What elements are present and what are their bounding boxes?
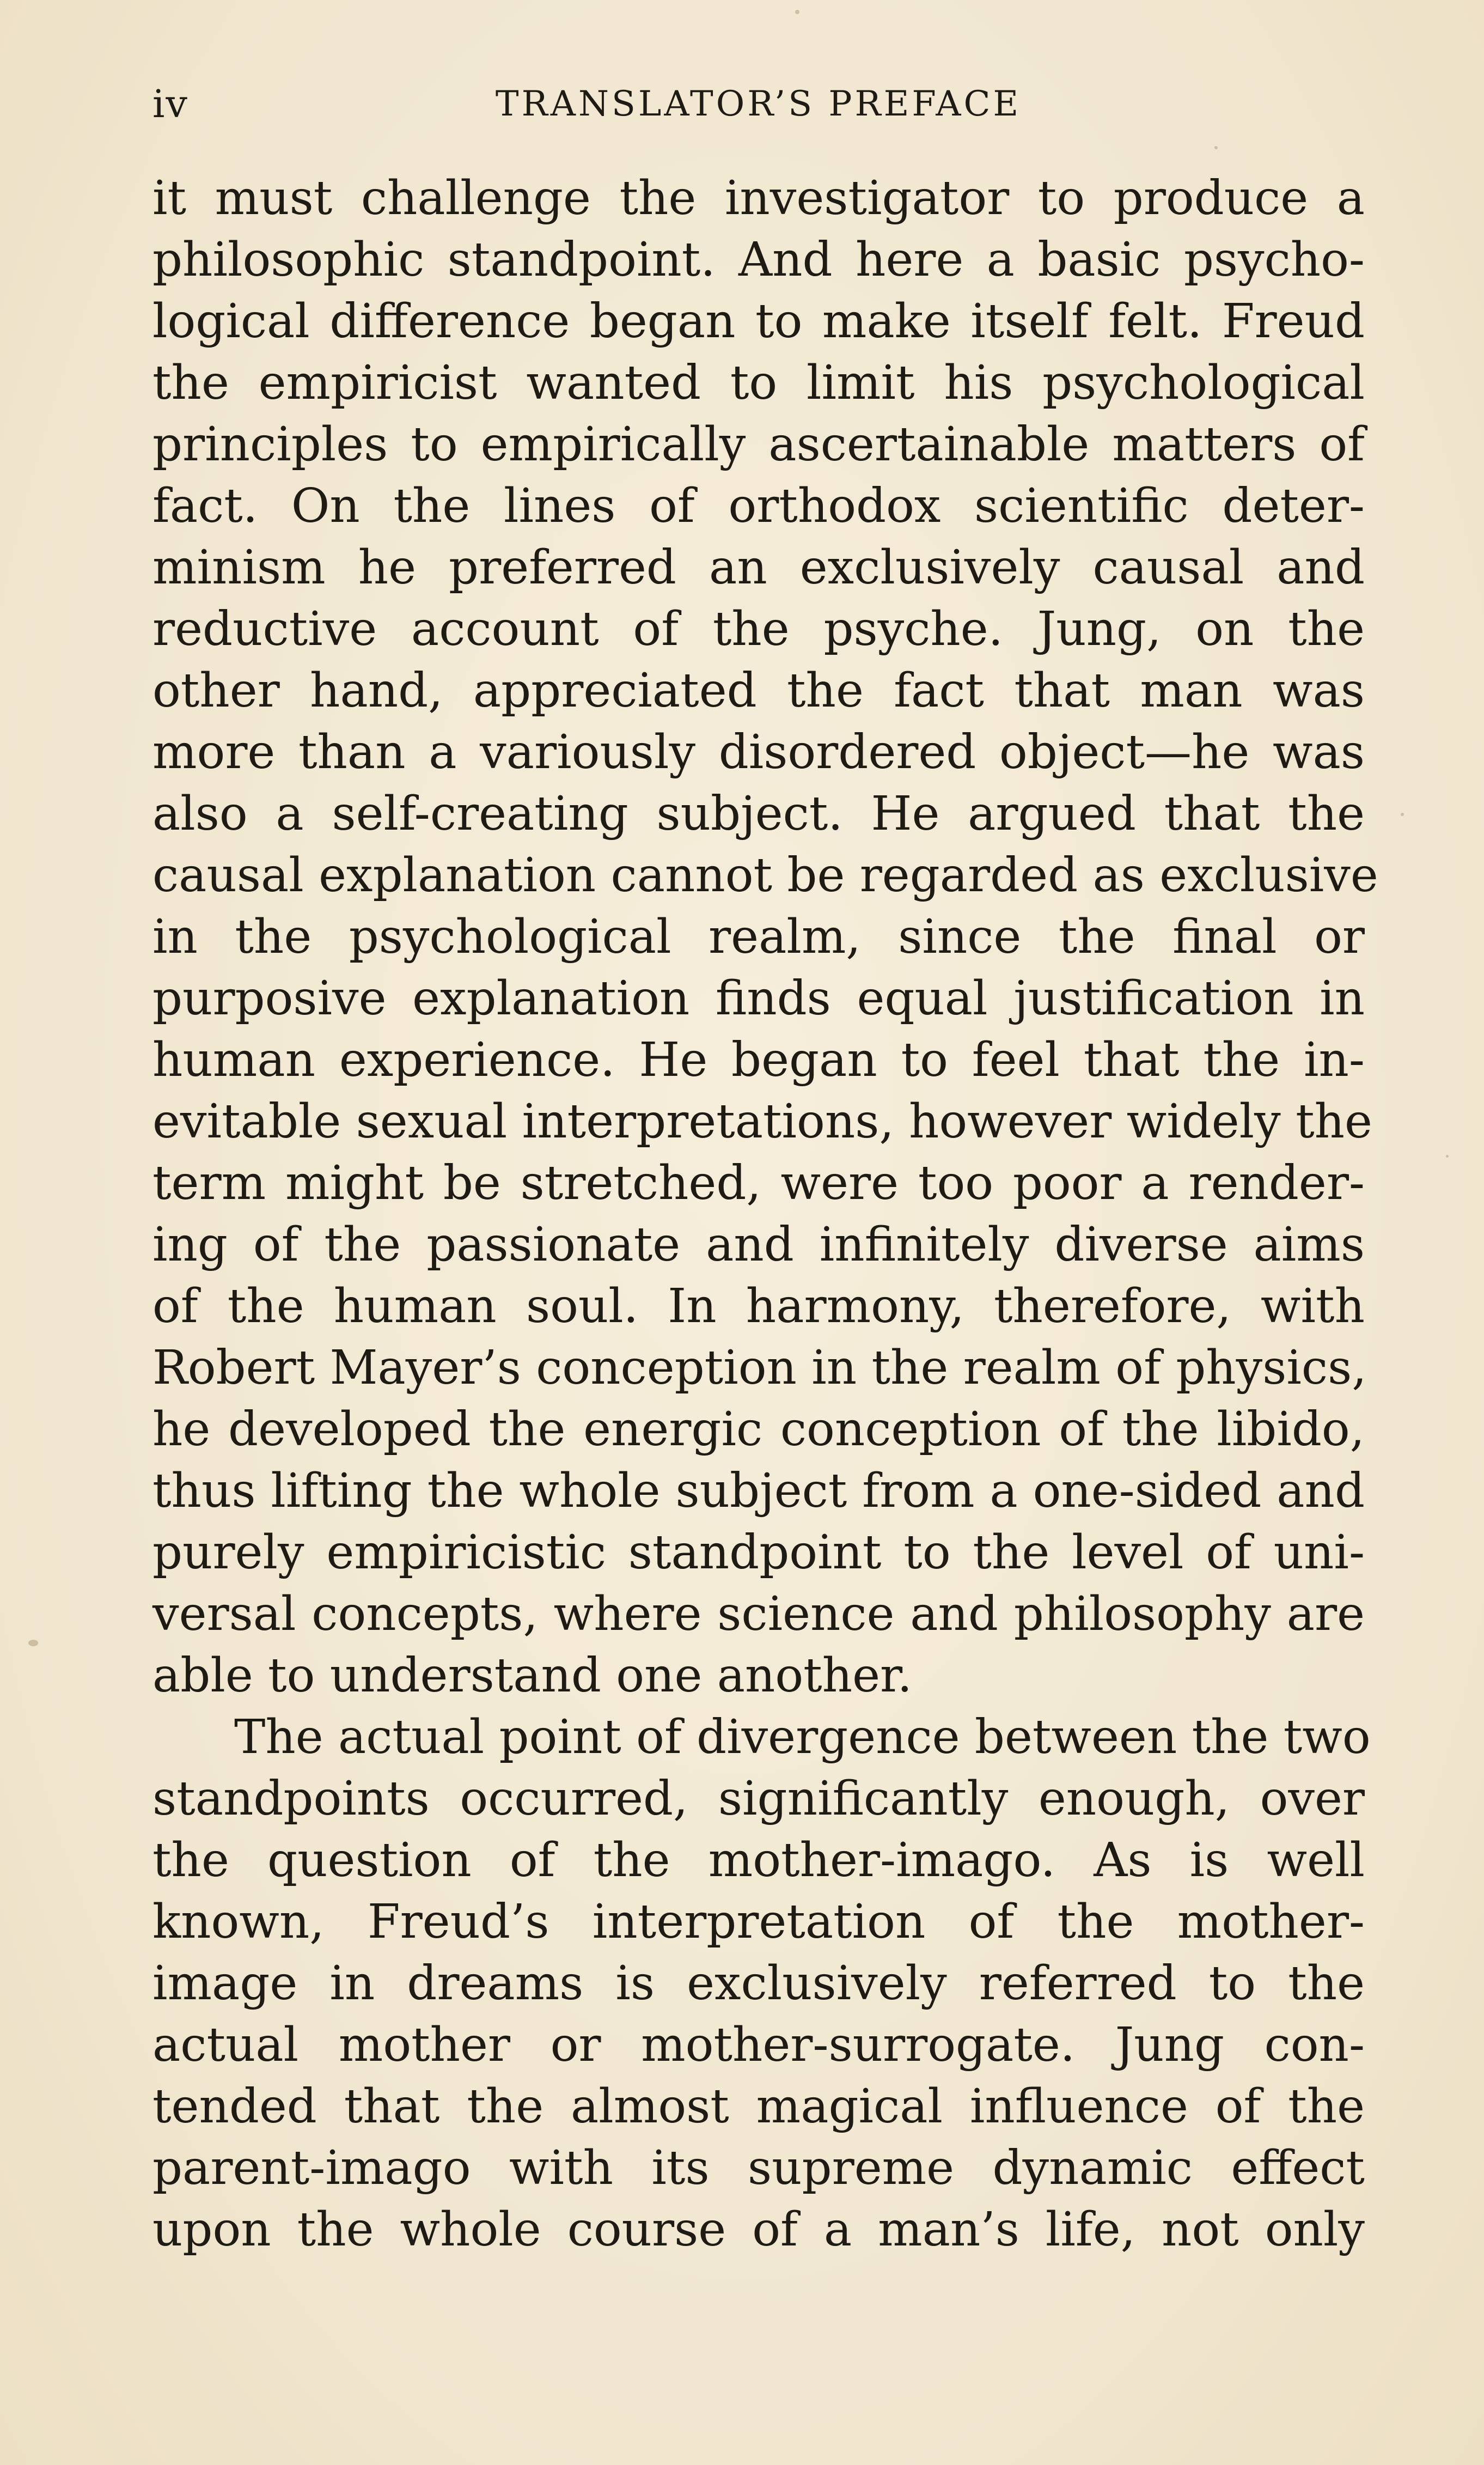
paper-speck [1401, 813, 1404, 816]
text-line: causal explanation cannot be regarded as exclusive [152, 848, 1378, 903]
paper-speck [795, 10, 799, 14]
body-text [152, 168, 1378, 2261]
text-line: actual mother or mother-surrogate. Jung con- [152, 2018, 1365, 2072]
paper-speck [1446, 1155, 1449, 1158]
text-line: of the human soul. In harmony, therefore, with [152, 1279, 1365, 1334]
text-line: image in dreams is exclusively referred to the [152, 1956, 1365, 2011]
text-line: purposive explanation finds equal justification in [152, 971, 1365, 1026]
paper-speck [28, 1640, 38, 1646]
text-line: parent-imago with its supreme dynamic effect [152, 2141, 1365, 2195]
text-line: standpoints occurred, significantly enough, over [152, 1772, 1365, 1826]
text-line: more than a variously disordered object—he was [152, 725, 1365, 780]
text-line: thus lifting the whole subject from a one-sided and [152, 1464, 1365, 1518]
text-line: tended that the almost magical influence of the [152, 2079, 1365, 2134]
text-line: evitable sexual interpretations, however widely the [152, 1094, 1372, 1149]
text-line: he developed the energic conception of the libido, [152, 1402, 1365, 1457]
text-line: able to understand one another. [152, 1648, 912, 1703]
text-line: minism he preferred an exclusively causal and [152, 540, 1365, 595]
text-line: fact. On the lines of orthodox scientific deter- [152, 479, 1365, 533]
text-line: principles to empirically ascertainable matters of [152, 417, 1365, 472]
text-line: logical difference began to make itself felt. Freud [152, 294, 1365, 349]
text-line: reductive account of the psyche. Jung, on the [152, 602, 1365, 656]
text-line: purely empiricistic standpoint to the level of uni- [152, 1525, 1365, 1580]
text-line: it must challenge the investigator to produce a [152, 171, 1365, 226]
text-line: term might be stretched, were too poor a render- [152, 1156, 1365, 1210]
running-head: TRANSLATOR’S PREFACE [495, 84, 1022, 124]
text-line: Robert Mayer’s conception in the realm of physics, [152, 1341, 1367, 1395]
text-line: known, Freud’s interpretation of the mother- [152, 1895, 1365, 1949]
text-line: the empiricist wanted to limit his psychological [152, 356, 1365, 410]
text-line: ing of the passionate and infinitely diverse aims [152, 1218, 1365, 1272]
text-line: philosophic standpoint. And here a basic psycho- [152, 233, 1365, 287]
text-line: human experience. He began to feel that the in- [152, 1033, 1365, 1087]
text-line: versal concepts, where science and philosophy are [152, 1587, 1365, 1641]
text-line: also a self-creating subject. He argued that the [152, 787, 1365, 841]
text-line: other hand, appreciated the fact that man was [152, 664, 1365, 718]
paper-speck [1214, 146, 1218, 149]
text-line: in the psychological realm, since the final or [152, 910, 1365, 964]
text-line: the question of the mother-imago. As is well [152, 1833, 1365, 1888]
text-line: upon the whole course of a man’s life, not only [152, 2202, 1365, 2257]
page-header [152, 82, 1364, 142]
text-line: The actual point of divergence between the two [234, 1710, 1371, 1764]
page-number: iv [152, 82, 188, 126]
